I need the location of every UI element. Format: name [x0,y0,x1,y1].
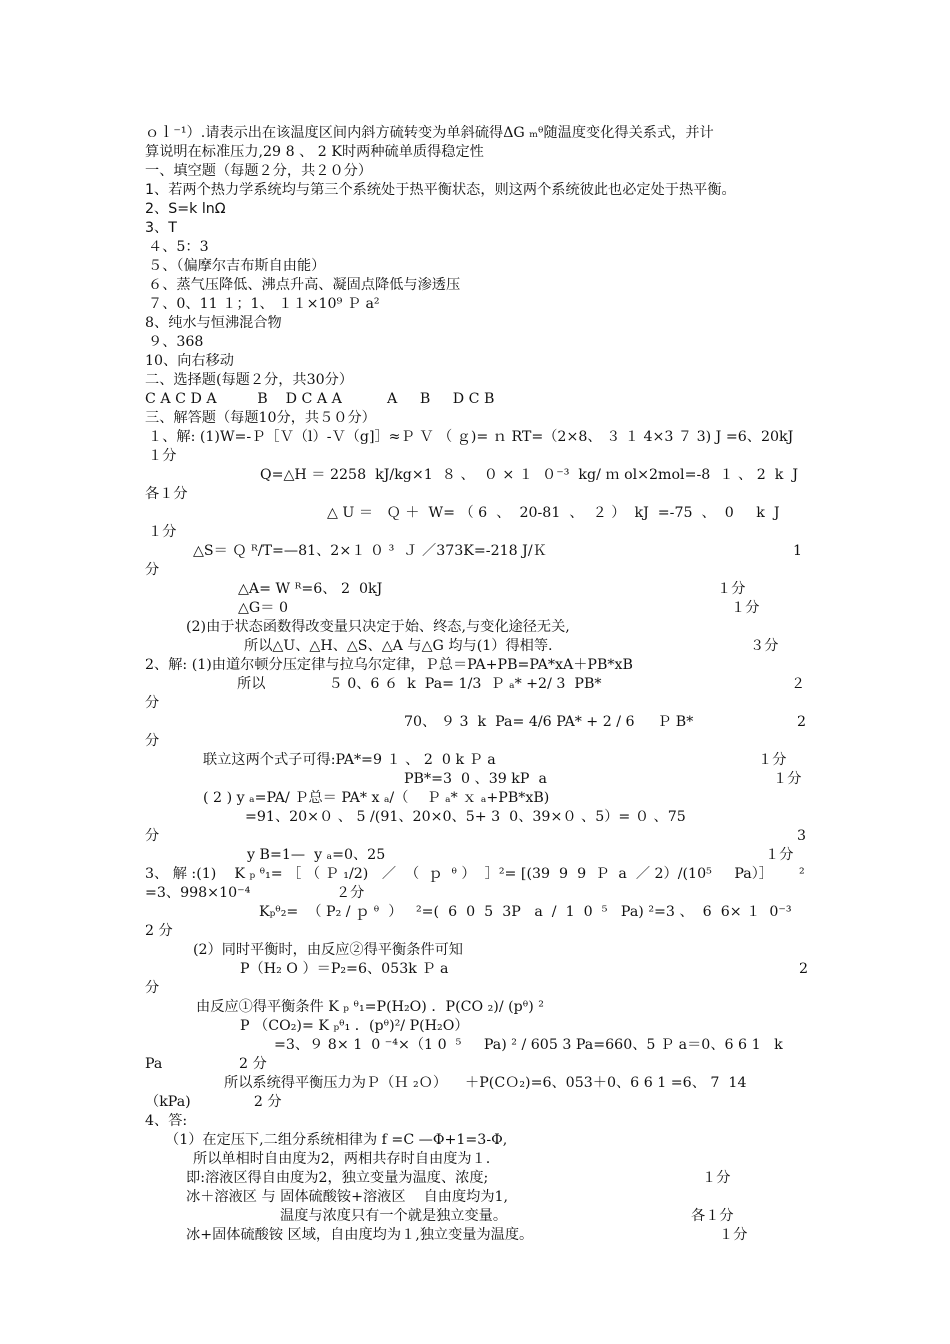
text-line: ５、（偏摩尔吉布斯自由能） [148,258,326,274]
text-line: (2）同时平衡时，由反应②得平衡条件可知 [193,942,463,958]
text-line: １分 [148,448,177,464]
text-line: 分 [145,980,160,996]
text-line: （1）在定压下,二组分系统相律为 f =C —Φ+1=3-Φ, [165,1132,508,1148]
text-line: P（H₂ O ）＝P₂=6、053k Ｐ a [240,961,449,977]
text-line: 分 [145,695,160,711]
text-line: １、解: (1)W=-Ｐ［Ｖ（l）-Ｖ（g]］≈Ｐ Ｖ （ ｇ)= ｎ RT=（2×8、 ３ １ 4×3 ７ 3) J =6、20kJ [148,429,794,445]
score-note: １分 [719,1227,748,1243]
text-line: 分 [145,562,160,578]
text-line: ６、蒸气压降低、沸点升高、凝固点降低与渗透压 [148,277,461,293]
score-note: １分 [731,600,760,616]
text-line: y B=1— y ₐ=0、25 [247,847,386,863]
text-line: 10、向右移动 [145,353,234,369]
text-line: 3、 解 :(1) K ₚ ᶿ₁= ［ （ Ｐ ₁/2) ／ （ ｐ ᶿ ） ］²= [(39 9 9 Ｐ a ／ 2）/(10⁵ Pa）］ [145,866,773,882]
text-line: 冰+固体硫酸铵 区域，自由度均为１,独立变量为温度。 [186,1227,534,1243]
text-line: P （CO₂)= K ₚᶿ₁ ．(pᶿ)²/ P(H₂O） [240,1018,469,1034]
text-line: ７、0、11 １；1、 １１×10⁹ Ｐ a² [148,296,380,312]
score-note: １分 [773,771,802,787]
text-line: 所以系统得平衡压力为Ｐ（Ｈ ₂Ｏ） ＋P(CＯ₂)=6、053＋0、6 6 1 =6、 7 14 [224,1075,747,1091]
text-line: 1、若两个热力学系统均与第三个系统处于热平衡状态，则这两个系统彼此也必定处于热平衡。 [145,182,736,198]
text-line: 由反应①得平衡条件 K ₚ ᶿ₁=P(H₂O) ．P(CO ₂)/ (pᶿ) ² [196,999,544,1015]
score-note: １分 [765,847,794,863]
text-line: 算说明在标准压力,29 8 、 2 K时两种硫单质得稳定性 [145,144,484,160]
text-line: 二、选择题(每题２分，共30分） [145,372,354,388]
score-note: 各１分 [691,1208,734,1224]
text-line: C A C D A B D C A A A B D C B [145,391,495,407]
text-line: 各１分 [145,486,188,502]
text-line: 3、T [145,220,177,236]
text-line: 所以单相时自由度为2，两相共存时自由度为１. [193,1151,491,1167]
text-line: ４、5：3 [148,239,209,255]
text-line: (2)由于状态函数得改变量只决定于始、终态,与变化途径无关, [186,619,570,635]
text-line: ９、368 [148,334,204,350]
text-line: 所以△U、△H、△S、△A 与△G 均与(1）得相等. [244,638,553,654]
text-line: 70、 ９ 3 k Pa= 4/6 PA* + 2 / 6 Ｐ B* [404,714,694,730]
score-note: ² [799,866,805,882]
score-note: 3 [797,828,807,844]
text-line: △G＝ 0 [238,600,288,616]
score-note: １分 [702,1170,731,1186]
text-line: 一、填空题（每题２分，共２０分） [145,163,373,179]
text-line: △ U ＝ Ｑ ＋ W= （ 6 、 20-81 、 ２ ） kJ =-75 、 0 k J [327,505,780,521]
text-line: （kPa) 2 分 [145,1094,282,1110]
text-line: 8、纯水与恒沸混合物 [145,315,282,331]
text-line: PB*=3 0 、39 kP a [404,771,547,787]
text-line: 分 [145,733,160,749]
text-line: 2 分 [145,923,173,939]
text-line: △A= W ᴿ=6、 2 0kJ [238,581,383,597]
text-line: Q=△H ＝ 2258 kJ/kg×1 ８ 、 ０ × １ ０⁻³ kg/ ｍ ol×2mol=-8 １ 、 2 k J [260,467,799,483]
text-line: =3、９ 8× 1 0 ⁻⁴×（1 0 ⁵ Pa) ² / 605 3 Pa=660、5 Ｐ a＝0、6 6 1 k [274,1037,783,1053]
text-line: 2、S=k lnΩ [145,201,226,217]
score-note: 2 [799,961,809,977]
score-note: 2 [797,714,807,730]
text-line: 4、答: [145,1113,188,1129]
text-line: 温度与浓度只有一个就是独立变量。 [280,1208,508,1224]
text-line: △S＝ Ｑ ᴿ/T=—81、2×１ ０ ³ Ｊ ／373K=-218 J/Ｋ [193,543,547,559]
text-line: =3、998×10⁻⁴ ２分 [145,885,365,901]
text-line: 所以 ５ 0、6 ６ k Pa= 1/3 Ｐ ₐ* +2/ 3 PB* [237,676,602,692]
text-line: Kₚᶿ₂= （ P₂ / ｐ ᶿ ） ²=( 6 0 5 3P a / 1 0 ⁵ Pa) ²=3 、 6 6× １ 0⁻³ [259,904,792,920]
score-note: ３分 [750,638,779,654]
score-note: 1 [793,543,803,559]
score-note: ２ [791,676,806,692]
text-line: ( 2 ) y ₐ=PA/ Ｐ总＝ PA* x ₐ/（ Ｐ ₐ* ｘ ₐ+PB*xB) [203,790,550,806]
text-line: 三、解答题（每题10分，共５０分） [145,410,376,426]
text-line: =91、20×０ 、 5 /(91、20×0、5+ 3 0、39×０ 、5）= ０ 、75 [245,809,686,825]
score-note: １分 [717,581,746,597]
text-line: 分 [145,828,160,844]
text-line: 即:溶液区得自由度为2，独立变量为温度、浓度; [186,1170,489,1186]
text-line: 冰＋溶液区 与 固体硫酸铵+溶液区 自由度均为1, [186,1189,509,1205]
text-line: ｏｌ⁻¹）.请表示出在该温度区间内斜方硫转变为单斜硫得ΔG ₘᶿ随温度变化得关系式，并计 [145,125,714,141]
text-line: 2、解: (1)由道尔顿分压定律与拉乌尔定律，Ｐ总＝PA+PB=PA*xA＋PB*xB [145,657,633,673]
text-line: １分 [148,524,177,540]
text-line: Pa 2 分 [145,1056,267,1072]
score-note: １分 [758,752,787,768]
text-line: 联立这两个式子可得:PA*=9 １ 、 2 0 k Ｐ a [203,752,496,768]
